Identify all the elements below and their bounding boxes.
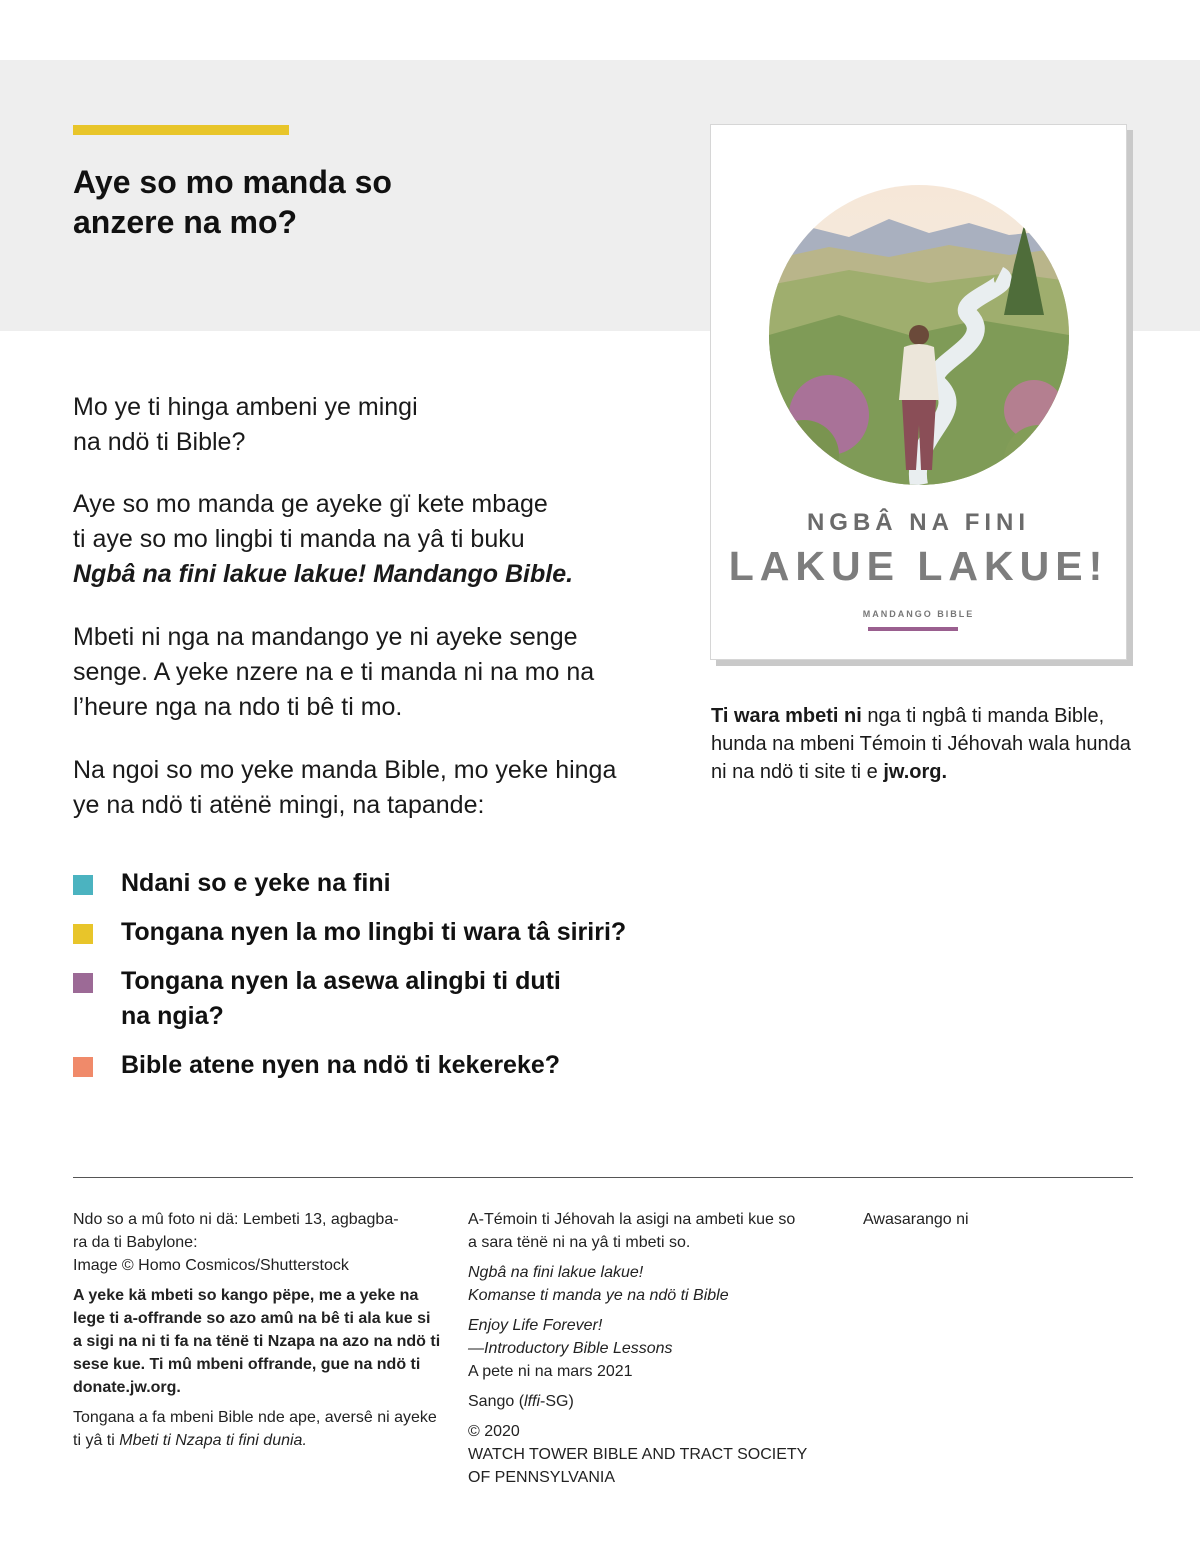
lang-suffix: -SG) — [540, 1393, 574, 1410]
intro-p2-line1: Aye so mo manda ge ayeke gï kete mbage — [73, 490, 548, 518]
question-text-continued: na ngia? — [121, 1002, 224, 1030]
list-item — [73, 915, 693, 950]
side-note — [711, 702, 1151, 786]
lang-prefix: Sango ( — [468, 1393, 525, 1410]
title-sango-line: Ngbâ na fini lakue lakue! — [468, 1264, 644, 1281]
intro-p1-line2: na ndö ti Bible? — [73, 428, 246, 456]
intro-p1-line1: Mo ye ti hinga ambeni ye mingi — [73, 393, 418, 421]
title-english — [468, 1314, 828, 1383]
side-note-bold: Ti wara mbeti ni — [711, 705, 862, 727]
accent-bar — [73, 125, 289, 135]
book-title-reference: Ngbâ na fini lakue lakue! Mandango Bible. — [73, 560, 574, 588]
photo-credit — [73, 1208, 443, 1277]
intro-p4-line2: ye na ndö ti atënë mingi, na tapande: — [73, 791, 485, 819]
jw-org-link[interactable]: jw.org. — [883, 761, 948, 783]
question-text: Tongana nyen la mo lingbi ti wara tâ siriri? — [121, 918, 627, 946]
book-subtitle: NGBÂ NA FINI — [806, 509, 1031, 536]
book-accent-line — [868, 627, 958, 631]
lang-code: lffi — [524, 1393, 541, 1410]
question-text: Tongana nyen la asewa alingbi ti duti — [121, 967, 561, 995]
bible-version-note — [73, 1406, 443, 1452]
version-name: Mbeti ti Nzapa ti fini dunia. — [119, 1432, 307, 1449]
copyright-line: WATCH TOWER BIBLE AND TRACT SOCIETY — [468, 1446, 808, 1463]
intro-paragraph-2 — [73, 487, 673, 592]
credit-line: ra da ti Babylone: — [73, 1234, 198, 1251]
question-text: Bible atene nyen na ndö ti kekereke? — [121, 1051, 561, 1079]
title-english-line: Enjoy Life Forever! — [468, 1317, 603, 1334]
book-title: LAKUE LAKUE! — [728, 543, 1109, 589]
square-bullet-icon — [73, 1057, 93, 1077]
intro-p4-line1: Na ngoi so mo yeke manda Bible, mo yeke hinga — [73, 756, 617, 784]
square-bullet-icon — [73, 924, 93, 944]
square-bullet-icon — [73, 875, 93, 895]
question-list — [73, 866, 693, 1097]
question-text: Ndani so e yeke na fini — [121, 869, 391, 897]
intro-p3-line1: Mbeti ni nga na mandango ye ni ayeke senge — [73, 623, 578, 651]
version-text: Tongana a fa mbeni Bible nde ape, aversê ni ayeke ti yâ ti — [73, 1409, 437, 1449]
book-cover — [710, 124, 1127, 660]
copyright — [468, 1420, 828, 1489]
side-note-text: nga ti ngbâ ti manda Bible, hunda na mbeni Témoin ti Jéhovah wala hunda ni na ndö ti site ti e — [711, 705, 1131, 783]
intro-paragraph-4 — [73, 753, 673, 823]
footer-column-2 — [468, 1208, 828, 1496]
credit-line: Image © Homo Cosmicos/Shutterstock — [73, 1257, 349, 1274]
intro-p2-line2: ti aye so mo lingbi ti manda na yâ ti buku — [73, 525, 525, 553]
intro-paragraph-1 — [73, 390, 673, 460]
title-english-line: —Introductory Bible Lessons — [468, 1340, 673, 1357]
publisher-line: a sara tënë ni na yâ ti mbeti so. — [468, 1234, 691, 1251]
donation-note: A yeke kä mbeti so kango pëpe, me a yeke na lege ti a-offrande so azo amû na bê ti ala kue si a sigi na ni ti fa na tënë ti Nzapa na azo na ndö ti sese kue. Ti mû mbeni offrande, gue na ndö ti donate.jw.org. — [73, 1287, 441, 1396]
copyright-year: © 2020 — [468, 1423, 520, 1440]
publisher-note — [468, 1208, 828, 1254]
language-code — [468, 1390, 828, 1413]
title-line-1: Aye so mo manda so — [73, 164, 392, 200]
copyright-line: OF PENNSYLVANIA — [468, 1469, 615, 1486]
title-sango — [468, 1261, 828, 1307]
intro-paragraph-3 — [73, 620, 673, 725]
list-item — [73, 1048, 693, 1083]
book-tagline: MANDANGO BIBLE — [862, 609, 975, 619]
title-line-2: anzere na mo? — [73, 204, 298, 240]
credit-line: Ndo so a mû foto ni dä: Lembeti 13, agbagba- — [73, 1211, 399, 1228]
cover-illustration — [769, 185, 1069, 485]
footer-column-3 — [863, 1208, 1123, 1238]
list-item — [73, 866, 693, 901]
list-item — [73, 964, 693, 1034]
page-title — [73, 162, 493, 242]
footer-column-1 — [73, 1208, 443, 1459]
footer-divider — [73, 1177, 1133, 1178]
title-sango-line: Komanse ti manda ye na ndö ti Bible — [468, 1287, 729, 1304]
distributor-label: Awasarango ni — [863, 1211, 969, 1228]
square-bullet-icon — [73, 973, 93, 993]
intro-p3-line2: senge. A yeke nzere na e ti manda ni na mo na — [73, 658, 595, 686]
intro-p3-line3: l’heure nga na ndo ti bê ti mo. — [73, 693, 403, 721]
print-date: A pete ni na mars 2021 — [468, 1363, 633, 1380]
publisher-line: A-Témoin ti Jéhovah la asigi na ambeti kue so — [468, 1211, 796, 1228]
